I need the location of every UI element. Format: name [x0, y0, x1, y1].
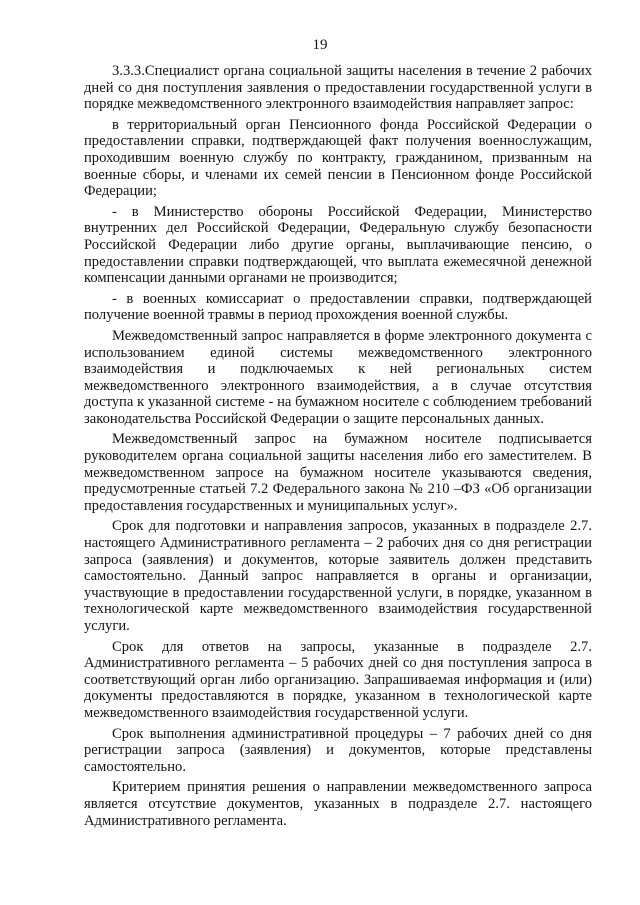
paragraph-preparation-deadline: Срок для подготовки и направления запросов, указанных в подразделе 2.7. настоящего Административного регламента – 2 рабочих дня со дня регистрации запроса (заявления) и документов, которые заявитель должен представить самостоятельно. Данный запрос направляется в органы и организации, участвующие в предоставлении государственной услуги, в порядке, указанном в технологической карте межведомственного взаимодействия государственной услуги.	[84, 518, 592, 634]
paragraph-response-deadline: Срок для ответов на запросы, указанные в подразделе 2.7. Административного регламента – 5 рабочих дней со дня поступления запроса в соответствующий орган либо организацию. Запрашиваемая информация и (или) документы предоставляются в порядке, указанном в технологической карте межведомственного взаимодействия государственной услуги.	[84, 638, 592, 721]
paragraph-pension-fund-request: в территориальный орган Пенсионного фонда Российской Федерации о предоставлении справки, подтверждающей факт получения военнослужащим, проходившим военную службу по контракту, гражданином, призванным на военные сборы, и членами их семей пенсии в Пенсионном фонде Российской Федерации;	[84, 116, 592, 200]
page-number: 19	[312, 37, 328, 53]
paragraph-electronic-request: Межведомственный запрос направляется в форме электронного документа с использованием единой системы межведомственного электронного взаимодействия и подключаемых к ней региональных систем межведомственного электронного взаимодействия, а в случае отсутствия доступа к указанной системе - на бумажном носителе с соблюдением требований законодательства Российской Федерации о защите персональных данных.	[84, 327, 592, 427]
document-body	[84, 63, 592, 833]
paragraph-procedure-deadline: Срок выполнения административной процедуры – 7 рабочих дней со дня регистрации запроса (заявления) и документов, которые представлены самостоятельно.	[84, 725, 592, 775]
paragraph-ministries-request: - в Министерство обороны Российской Федерации, Министерство внутренних дел Российской Федерации, Федеральную службу безопасности Российской Федерации либо другие органы, выплачивающие пенсию, о предоставлении справки подтверждающей, что выплата ежемесячной денежной компенсации данными органами не производится;	[84, 203, 592, 287]
paragraph-paper-request: Межведомственный запрос на бумажном носителе подписывается руководителем органа социальной защиты населения либо его заместителем. В межведомственном запросе на бумажном носителе указываются сведения, предусмотренные статьей 7.2 Федерального закона № 210 –ФЗ «Об организации предоставления государственных и муниципальных услуг».	[84, 431, 592, 514]
paragraph-military-commissariat-request: - в военных комиссариат о предоставлении справки, подтверждающей получение военной травмы в период прохождения военной службы.	[84, 290, 592, 324]
paragraph-3-3-3: 3.3.3.Специалист органа социальной защиты населения в течение 2 рабочих дней со дня поступления заявления о предоставлении государственной услуги в порядке межведомственного электронного взаимодействия направляет запрос:	[84, 63, 592, 113]
paragraph-decision-criterion: Критерием принятия решения о направлении межведомственного запроса является отсутствие документов, указанных в подразделе 2.7. настоящего Административного регламента.	[84, 779, 592, 829]
